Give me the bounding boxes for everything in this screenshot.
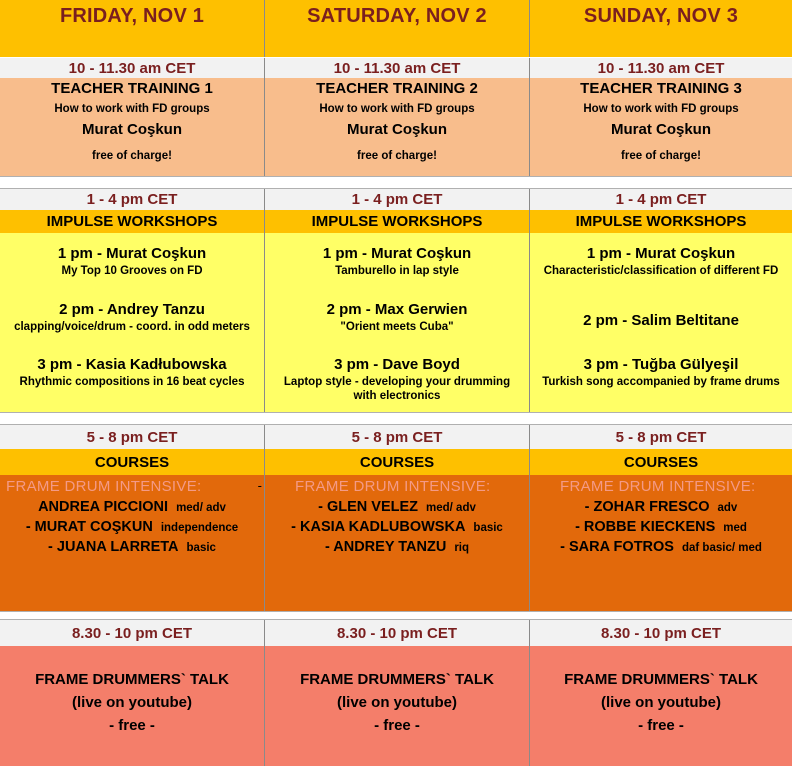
talk-time-label: 8.30 - 10 pm CET (600, 624, 722, 642)
courses-time-label: 5 - 8 pm CET (351, 428, 443, 446)
talk-time-label: 8.30 - 10 pm CET (71, 624, 193, 642)
courses-time (529, 425, 792, 449)
impulse-label-text: IMPULSE WORKSHOPS (311, 213, 483, 230)
impulse-workshops (529, 233, 792, 412)
course-item (291, 519, 503, 535)
section-gap (0, 176, 792, 189)
day-header (264, 0, 529, 57)
training-price: free of charge! (92, 150, 172, 162)
workshop-item (0, 245, 264, 301)
courses-block (264, 475, 529, 611)
training-price: free of charge! (621, 150, 701, 162)
course-teacher: ANDREA PICCIONI (38, 499, 169, 515)
day-header-label: FRIDAY, NOV 1 (59, 5, 205, 27)
course-level: basic (186, 542, 216, 554)
impulse-label-text: IMPULSE WORKSHOPS (575, 213, 747, 230)
day-header (0, 0, 264, 57)
courses-time (264, 425, 529, 449)
talk-time (0, 620, 264, 646)
impulse-time-label: 1 - 4 pm CET (351, 191, 443, 208)
course-level: adv (717, 502, 738, 514)
course-level: basic (473, 522, 503, 534)
courses-time-label: 5 - 8 pm CET (86, 428, 178, 446)
course-teacher: - ZOHAR FRESCO (584, 499, 710, 515)
courses-time (0, 425, 264, 449)
course-item (575, 519, 747, 535)
training-trainer: Murat Coşkun (610, 121, 711, 138)
talk-block (529, 646, 792, 766)
day-header (529, 0, 792, 57)
workshop-description: Laptop style - developing your drumming with electronics (283, 376, 511, 403)
talk-platform: (live on youtube) (72, 693, 192, 711)
impulse-time-label: 1 - 4 pm CET (86, 191, 178, 208)
workshop-name: 3 pm - Tuğba Gülyeşil (583, 356, 739, 374)
talk-price: - free - (109, 716, 155, 734)
course-item (26, 519, 238, 535)
impulse-label (264, 210, 529, 233)
talk-price: - free - (638, 716, 684, 734)
workshop-description: Rhythmic compositions in 16 beat cycles (19, 376, 245, 389)
course-level: riq (454, 542, 470, 554)
talk-price: - free - (374, 716, 420, 734)
workshop-item (530, 356, 792, 412)
workshop-description: Turkish song accompanied by frame drums (542, 376, 780, 389)
training-title: TEACHER TRAINING 2 (316, 80, 478, 97)
training-trainer: Murat Coşkun (81, 121, 182, 138)
course-level: med (723, 522, 747, 534)
talk-platform: (live on youtube) (337, 693, 457, 711)
course-heading: FRAME DRUM INTENSIVE: (295, 478, 491, 495)
course-level: independence (160, 522, 239, 534)
impulse-label (0, 210, 264, 233)
course-level: med/ adv (426, 502, 476, 514)
workshop-name: 2 pm - Salim Beltitane (583, 311, 739, 329)
training-trainer: Murat Coşkun (346, 121, 447, 138)
workshop-item (0, 301, 264, 357)
talk-time (529, 620, 792, 646)
day-header-label: SUNDAY, NOV 3 (583, 5, 739, 27)
training-title: TEACHER TRAINING 1 (51, 80, 213, 97)
course-teacher: - ROBBE KIECKENS (575, 519, 716, 535)
workshop-name: 3 pm - Dave Boyd (334, 356, 460, 374)
workshop-description: "Orient meets Cuba" (340, 320, 454, 333)
impulse-label-text: IMPULSE WORKSHOPS (46, 213, 218, 230)
workshop-item (265, 301, 529, 357)
course-level: daf basic/ med (681, 542, 762, 554)
workshop-description: Characteristic/classification of different FD (543, 265, 779, 277)
impulse-time-label: 1 - 4 pm CET (615, 191, 707, 208)
courses-block (529, 475, 792, 611)
course-item (48, 539, 216, 555)
talk-time-label: 8.30 - 10 pm CET (336, 624, 458, 642)
course-heading: FRAME DRUM INTENSIVE: (560, 478, 756, 495)
talk-block (0, 646, 264, 766)
training-subtitle: How to work with FD groups (583, 103, 739, 115)
course-teacher: - SARA FOTROS (560, 539, 674, 555)
day-header-label: SATURDAY, NOV 2 (307, 5, 487, 27)
workshop-item (530, 245, 792, 301)
talk-title: FRAME DRUMMERS` TALK (300, 670, 494, 688)
impulse-workshops (0, 233, 264, 412)
workshop-item (265, 356, 529, 412)
courses-block (0, 475, 264, 611)
impulse-time (264, 189, 529, 210)
talk-platform: (live on youtube) (601, 693, 721, 711)
talk-title: FRAME DRUMMERS` TALK (564, 670, 758, 688)
impulse-workshops (264, 233, 529, 412)
course-teacher: - ANDREY TANZU (324, 539, 447, 555)
course-item (560, 539, 762, 555)
training-time (264, 58, 529, 78)
training-title: TEACHER TRAINING 3 (580, 80, 742, 97)
course-teacher: - MURAT COŞKUN (25, 519, 153, 535)
courses-label (264, 449, 529, 475)
training-time-label: 10 - 11.30 am CET (597, 59, 725, 77)
teacher-training-block (0, 78, 264, 176)
training-price: free of charge! (357, 150, 437, 162)
courses-label (0, 449, 264, 475)
course-item (585, 499, 738, 515)
courses-label-text: COURSES (359, 453, 435, 471)
course-level: med/ adv (176, 502, 226, 514)
workshop-name: 2 pm - Andrey Tanzu (59, 300, 205, 318)
teacher-training-block (264, 78, 529, 176)
workshop-item (265, 245, 529, 301)
section-gap (0, 412, 792, 425)
impulse-time (0, 189, 264, 210)
workshop-description: clapping/voice/drum - coord. in odd meters (14, 320, 250, 333)
workshop-item (530, 301, 792, 357)
training-subtitle: How to work with FD groups (54, 103, 210, 115)
section-gap (0, 611, 792, 620)
talk-title: FRAME DRUMMERS` TALK (35, 670, 229, 688)
teacher-training-block (529, 78, 792, 176)
course-teacher: - GLEN VELEZ (318, 499, 419, 515)
course-teacher: - KASIA KADLUBOWSKA (291, 519, 466, 535)
training-time (529, 58, 792, 78)
workshop-name: 2 pm - Max Gerwien (326, 300, 468, 318)
training-time-label: 10 - 11.30 am CET (333, 59, 461, 77)
courses-label (529, 449, 792, 475)
impulse-time (529, 189, 792, 210)
courses-label-text: COURSES (623, 453, 699, 471)
workshop-name: 1 pm - Murat Coşkun (322, 245, 472, 262)
courses-time-label: 5 - 8 pm CET (615, 428, 707, 446)
training-time (0, 58, 264, 78)
workshop-name: 3 pm - Kasia Kadłubowska (37, 356, 227, 374)
workshop-description: Tamburello in lap style (335, 265, 459, 277)
talk-time (264, 620, 529, 646)
course-separator: - (257, 478, 262, 493)
courses-label-text: COURSES (94, 453, 170, 471)
course-item (325, 539, 469, 555)
impulse-label (529, 210, 792, 233)
talk-block (264, 646, 529, 766)
workshop-item (0, 356, 264, 412)
course-item (38, 499, 226, 515)
training-time-label: 10 - 11.30 am CET (68, 59, 196, 77)
course-item (318, 499, 476, 515)
workshop-name: 1 pm - Murat Coşkun (57, 245, 207, 262)
workshop-name: 1 pm - Murat Coşkun (586, 245, 736, 262)
course-heading: FRAME DRUM INTENSIVE: (6, 478, 202, 495)
course-teacher: - JUANA LARRETA (48, 539, 179, 555)
training-subtitle: How to work with FD groups (319, 103, 475, 115)
workshop-description: My Top 10 Grooves on FD (61, 265, 203, 277)
